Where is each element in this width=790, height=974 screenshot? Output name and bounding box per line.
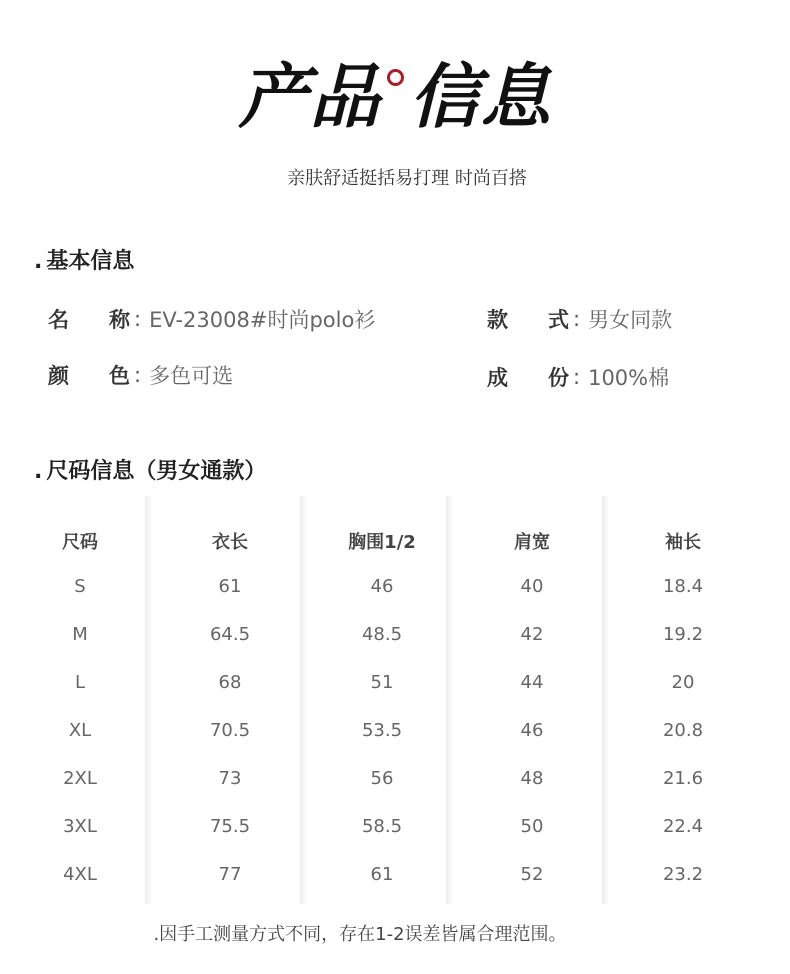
size-value-cell: 48 <box>520 768 544 789</box>
size-info-title: 尺码信息（男女通款） <box>46 459 267 484</box>
size-value-cell: 42 <box>520 624 544 645</box>
size-label-cell: S <box>74 576 86 597</box>
page-title <box>0 46 790 136</box>
size-value-cell: 77 <box>218 864 242 885</box>
size-value-cell: 20.8 <box>662 720 704 741</box>
info-separator: : <box>134 307 142 331</box>
size-label-cell: L <box>74 672 86 693</box>
size-value-cell: 20 <box>671 672 695 693</box>
subtitle: 亲肤舒适挺括易打理 时尚百搭 <box>287 168 527 189</box>
basic-info-heading <box>34 244 134 275</box>
size-value-cell: 75.5 <box>209 816 251 837</box>
basic-info-title: 基本信息 <box>46 249 135 274</box>
size-value-cell: 64.5 <box>209 624 251 645</box>
size-value-cell: 21.6 <box>662 768 704 789</box>
info-value: EV-23008#时尚polo衫 <box>149 308 376 332</box>
size-value-cell: 50 <box>520 816 544 837</box>
size-value-cell: 22.4 <box>662 816 704 837</box>
info-label: 成份 <box>487 366 569 390</box>
info-row-material <box>487 362 669 392</box>
heading-bullet: . <box>34 249 43 274</box>
info-value: 100%棉 <box>588 366 670 390</box>
size-value-cell: 70.5 <box>209 720 251 741</box>
size-value-cell: 44 <box>520 672 544 693</box>
column-divider <box>602 496 610 904</box>
title-left: 产品 <box>238 54 381 138</box>
size-value-cell: 56 <box>370 768 394 789</box>
measurement-note: .因手工测量方式不同，存在1-2误差皆属合理范围。 <box>153 924 567 945</box>
size-table-header: 胸围1/2 <box>348 532 416 553</box>
size-value-cell: 40 <box>520 576 544 597</box>
size-value-cell: 23.2 <box>662 864 704 885</box>
size-label-cell: 4XL <box>63 864 97 885</box>
size-table-header: 袖长 <box>665 532 701 553</box>
size-value-cell: 51 <box>370 672 394 693</box>
size-label-cell: 3XL <box>63 816 97 837</box>
size-value-cell: 73 <box>218 768 242 789</box>
info-label: 名称 <box>48 308 130 332</box>
size-value-cell: 46 <box>520 720 544 741</box>
info-separator: : <box>573 365 581 389</box>
size-value-cell: 46 <box>370 576 394 597</box>
size-info-heading <box>34 454 266 485</box>
column-divider <box>145 496 153 904</box>
column-divider <box>446 496 454 904</box>
info-separator: : <box>573 307 581 331</box>
circle-icon <box>387 69 404 86</box>
size-value-cell: 58.5 <box>361 816 403 837</box>
info-row-name <box>48 304 375 334</box>
info-row-color <box>48 360 233 390</box>
size-value-cell: 68 <box>218 672 242 693</box>
size-label-cell: 2XL <box>63 768 97 789</box>
info-separator: : <box>134 363 142 387</box>
size-label-cell: XL <box>68 720 92 741</box>
info-value: 多色可选 <box>149 364 234 388</box>
title-right: 信息 <box>409 54 552 138</box>
size-value-cell: 18.4 <box>662 576 704 597</box>
size-table-header: 肩宽 <box>514 532 550 553</box>
info-label: 颜色 <box>48 364 130 388</box>
info-value: 男女同款 <box>588 308 673 332</box>
size-value-cell: 48.5 <box>361 624 403 645</box>
size-value-cell: 52 <box>520 864 544 885</box>
column-divider <box>300 496 308 904</box>
size-value-cell: 61 <box>370 864 394 885</box>
size-label-cell: M <box>72 624 88 645</box>
size-value-cell: 19.2 <box>662 624 704 645</box>
size-table-header: 尺码 <box>62 532 98 553</box>
size-value-cell: 53.5 <box>361 720 403 741</box>
size-table-header: 衣长 <box>212 532 248 553</box>
size-value-cell: 61 <box>218 576 242 597</box>
info-row-style <box>487 304 672 334</box>
size-table <box>0 496 790 904</box>
heading-bullet: . <box>34 459 43 484</box>
info-label: 款式 <box>487 308 569 332</box>
